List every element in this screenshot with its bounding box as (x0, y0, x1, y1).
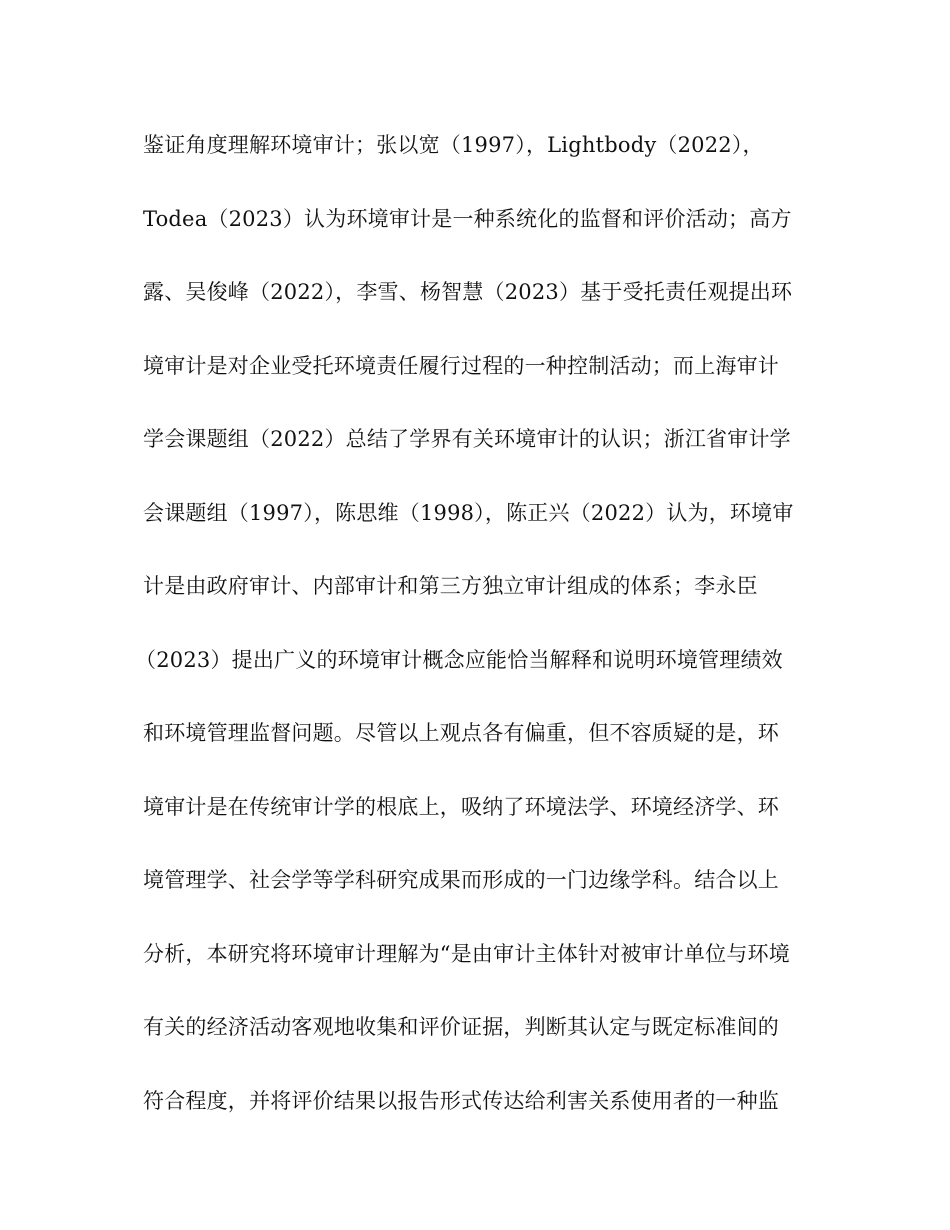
body-paragraph (135, 127, 823, 1156)
text-line-9: 和环境管理监督问题。尽管以上观点各有偏重，但不容质疑的是，环 (143, 721, 779, 745)
text-line-12: 分析，本研究将环境审计理解为“是由审计主体针对被审计单位与环境 (143, 941, 790, 966)
text-line-11: 境管理学、社会学等学科研究成果而形成的一门边缘学科。结合以上 (143, 868, 779, 892)
text-line-6: 会课题组（1997），陈思维（1998），陈正兴（2022）认为，环境审 (143, 500, 794, 525)
text-line-10: 境审计是在传统审计学的根底上，吸纳了环境法学、环境经济学、环 (143, 794, 779, 819)
text-line-8: （2023）提出广义的环境审计概念应能恰当解释和说明环境管理绩效 (135, 647, 783, 672)
text-line-5: 学会课题组（2022）总结了学界有关环境审计的认识；浙江省审计学 (143, 427, 791, 451)
text-line-2: Todea（2023）认为环境审计是一种系统化的监督和评价活动；高方 (143, 206, 792, 231)
text-line-7: 计是由政府审计、内部审计和第三方独立审计组成的体系；李永臣 (143, 574, 758, 598)
text-line-3: 露、吴俊峰（2022），李雪、杨智慧（2023）基于受托责任观提出环 (143, 280, 793, 304)
text-line-13: 有关的经济活动客观地收集和评价证据，判断其认定与既定标准间的 (143, 1015, 779, 1039)
text-line-4: 境审计是对企业受托环境责任履行过程的一种控制活动；而上海审计 (143, 353, 779, 378)
text-line-14: 符合程度，并将评价结果以报告形式传达给利害关系使用者的一种监 (143, 1088, 779, 1113)
text-line-1: 鉴证角度理解环境审计；张以宽（1997），Lightbody（2022）， (143, 133, 764, 157)
